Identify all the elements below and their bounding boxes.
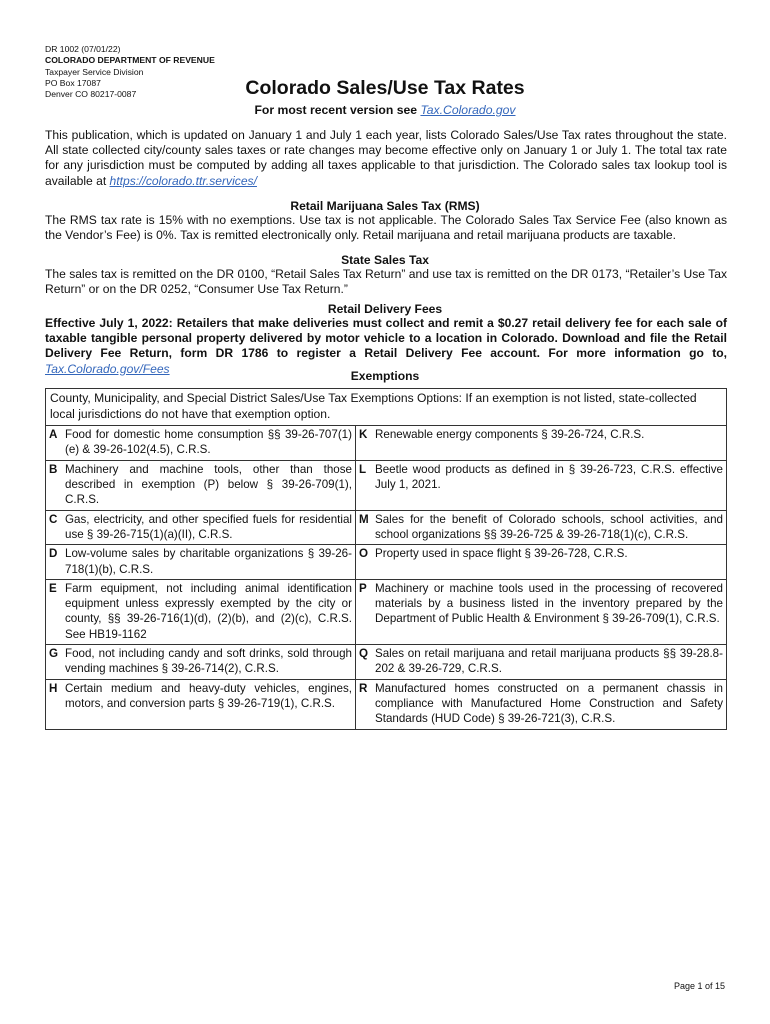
exemption-text: Gas, electricity, and other specified fuels for residential use § 39-26-715(1)(a)(II), C.R.S.	[65, 512, 352, 541]
po-box: PO Box 17087	[45, 77, 101, 88]
page-title: Colorado Sales/Use Tax Rates	[245, 77, 525, 99]
exemption-text: Food, not including candy and soft drinks, sold through vending machines § 39-26-714(2), C.R.S.	[65, 647, 352, 676]
exemption-text: Machinery or machine tools used in the processing of recovered materials by a business listed in the inventory prepared by the Department of Public Health & Environment § 39-26-709(1), C.R.S.	[375, 581, 723, 626]
exemption-text: Beetle wood products as defined in § 39-26-723, C.R.S. effective July 1, 2021.	[375, 462, 723, 492]
page-number: Page 1 of 15	[673, 981, 725, 991]
exemption-cell	[356, 645, 727, 680]
exemption-cell	[46, 460, 356, 510]
form-code: DR 1002 (07/01/22)	[45, 44, 121, 54]
exemption-cell	[46, 645, 356, 680]
exemption-letter: H	[49, 681, 58, 695]
exemption-text: Renewable energy components § 39-26-724, C.R.S.	[375, 428, 645, 442]
exemption-row	[46, 579, 727, 644]
delivery-text: Effective July 1, 2022: Retailers that make deliveries must collect and remit a $0.27 retail delivery fee for each sale of taxable tangible personal property delivered by motor vehicle to a location in Colorado. Download and file the Retail Delivery Fee Return, form DR 1786 to register a Retail Delivery Fee account. For more information go to,	[45, 316, 727, 361]
exemptions-intro: County, Municipality, and Special District Sales/Use Tax Exemptions Options: If an exemption is not listed, state-collected local jurisdictions do not have that exemption option.	[46, 389, 727, 426]
exemption-cell	[46, 545, 356, 580]
exemption-cell	[46, 426, 356, 461]
exemption-cell	[356, 510, 727, 545]
exemption-letter: K	[359, 428, 368, 442]
intro-paragraph	[45, 128, 727, 189]
exemption-row	[46, 545, 727, 580]
exemption-text: Manufactured homes constructed on a permanent chassis in compliance with Manufactured Home Construction and Safety Standards (HUD Code) § 39-26-721(3), C.R.S.	[375, 681, 723, 726]
exemption-row	[46, 426, 727, 461]
exemption-letter: D	[49, 547, 58, 561]
exemption-letter: M	[359, 512, 369, 526]
state-tax-heading: State Sales Tax	[341, 253, 429, 267]
exemptions-heading: Exemptions	[350, 369, 420, 383]
exemption-cell	[356, 679, 727, 729]
city-address: Denver CO 80217-0087	[45, 89, 137, 100]
exemption-letter: E	[49, 581, 57, 595]
exemption-letter: Q	[359, 647, 369, 661]
exemption-letter: L	[359, 462, 367, 476]
page-subtitle	[0, 103, 770, 117]
exemption-cell	[46, 510, 356, 545]
exemption-row	[46, 460, 727, 510]
delivery-heading: Retail Delivery Fees	[327, 302, 443, 316]
subtitle-text: For most recent version see	[254, 103, 421, 117]
rms-heading: Retail Marijuana Sales Tax (RMS)	[290, 199, 480, 213]
exemption-letter: O	[359, 547, 369, 561]
exemption-letter: A	[49, 428, 58, 442]
exemption-text: Machinery and machine tools, other than those described in exemption (P) below § 39-26-709(1), C.R.S.	[65, 462, 352, 507]
tax-colorado-link[interactable]: Tax.Colorado.gov	[420, 103, 516, 117]
exemption-text: Low-volume sales by charitable organizations § 39-26-718(1)(b), C.R.S.	[65, 547, 352, 576]
exemption-letter: R	[359, 681, 368, 695]
exemption-text: Farm equipment, not including animal identification equipment unless expressly exempted by the city or county, §§ 39-26-716(1)(d), (2)(b), and (2)(c), C.R.S. See HB19-1162	[65, 581, 352, 641]
exemption-text: Property used in space flight § 39-26-728, C.R.S.	[375, 547, 628, 561]
state-tax-paragraph: The sales tax is remitted on the DR 0100, “Retail Sales Tax Return” and use tax is remitted on the DR 0173, “Retailer’s Use Tax Return” or on the DR 0252, “Consumer Use Tax Return.”	[45, 267, 727, 297]
exemption-cell	[356, 579, 727, 644]
division-name: Taxpayer Service Division	[45, 66, 144, 77]
lookup-tool-link[interactable]: https://colorado.ttr.services/	[109, 173, 257, 188]
department-name: COLORADO DEPARTMENT OF REVENUE	[45, 55, 215, 66]
exemption-letter: G	[49, 647, 59, 661]
exemptions-table	[45, 388, 727, 730]
delivery-paragraph	[45, 316, 727, 377]
exemption-letter: P	[359, 581, 367, 595]
exemption-cell	[356, 545, 727, 580]
exemption-cell	[356, 460, 727, 510]
fees-link[interactable]: Tax.Colorado.gov/Fees	[45, 361, 170, 376]
rms-paragraph: The RMS tax rate is 15% with no exemptions. Use tax is not applicable. The Colorado Sales Tax Service Fee (also known as the Vendor’s Fee) is 0%. Tax is remitted electronically only. Retail marijuana and retail marijuana products are taxable.	[45, 213, 727, 243]
exemption-text: Sales for the benefit of Colorado schools, school activities, and school organizations §§ 39-26-725 & 39-26-718(1)(c), C.R.S.	[375, 512, 723, 541]
exemption-row	[46, 645, 727, 680]
exemption-cell	[46, 579, 356, 644]
exemption-text: Food for domestic home consumption §§ 39-26-707(1)(e) & 39-26-102(4.5), C.R.S.	[65, 428, 352, 457]
exemption-letter: B	[49, 462, 58, 476]
exemption-cell	[46, 679, 356, 729]
exemption-row	[46, 510, 727, 545]
exemption-text: Sales on retail marijuana and retail marijuana products §§ 39-28.8-202 & 39-26-729, C.R.S.	[375, 647, 723, 676]
exemption-cell	[356, 426, 727, 461]
intro-text: This publication, which is updated on January 1 and July 1 each year, lists Colorado Sales/Use Tax rates throughout the state. All state collected city/county sales taxes or rate changes may become effective only on January 1 or July 1. The total tax rate for any jurisdiction must be computed by adding all taxes applicable to that jurisdiction. The Colorado sales tax lookup tool is available at	[45, 128, 727, 188]
exemption-letter: C	[49, 512, 58, 526]
exemption-row	[46, 679, 727, 729]
exemption-text: Certain medium and heavy-duty vehicles, engines, motors, and conversion parts § 39-26-719(1), C.R.S.	[65, 681, 352, 710]
